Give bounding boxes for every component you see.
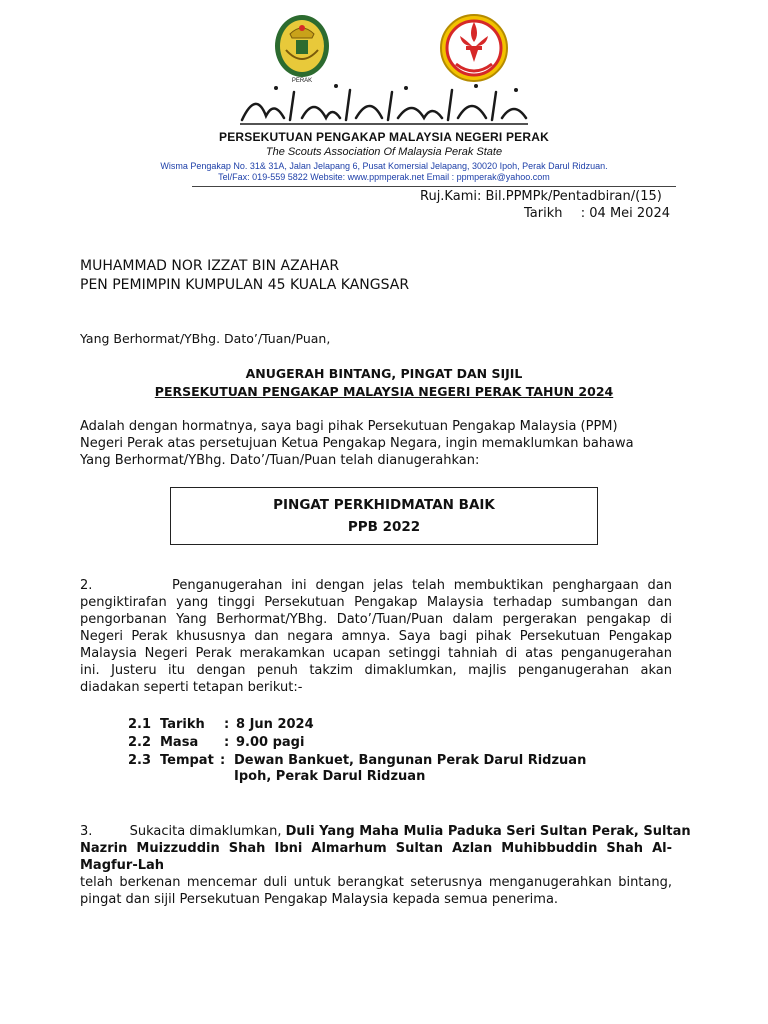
award-code: PPB 2022 (347, 519, 421, 535)
date-label: Tarikh (524, 206, 563, 221)
crest-label: PERAK (291, 78, 313, 84)
salutation: Yang Berhormat/YBhg. Dato’/Tuan/Puan, (80, 331, 331, 346)
event-item-label: Masa (160, 735, 199, 750)
award-box (170, 487, 598, 545)
reference-number: Ruj.Kami: Bil.PPMPk/Pentadbiran/(15) (420, 189, 662, 204)
perak-crest-logo (272, 12, 332, 84)
paragraph-3 (80, 823, 691, 908)
paragraph-2-line: Malaysia Negeri Perak merakamkan ucapan setinggi tahniah di atas penganugerahan (80, 646, 672, 661)
organization-address: Wisma Pengakap No. 31& 31A, Jalan Jelapang 6, Pusat Komersial Jelapang, 30020 Ipoh, Perak Darul Ridzuan. (160, 161, 608, 171)
paragraph-2-line: 2. Penganugerahan ini dengan jelas telah membuktikan penghargaan dan (80, 578, 672, 593)
event-item-colon: : (220, 753, 226, 768)
intro-line: Adalah dengan hormatnya, saya bagi pihak Persekutuan Pengakap Malaysia (PPM) (80, 419, 618, 434)
event-item-number: 2.1 (128, 717, 152, 732)
event-item-number: 2.3 (128, 753, 152, 768)
paragraph-2-line: Negeri Perak khususnya dan negara amnya. Saya bagi pihak Persekutuan Pengakap (80, 629, 672, 644)
intro-paragraph (80, 418, 672, 469)
paragraph-3-line-4: pingat dan sijil Persekutuan Pengakap Malaysia kepada semua penerima. (80, 892, 559, 907)
jawi-calligraphy (236, 80, 532, 128)
event-item-colon: : (224, 717, 230, 732)
event-item-label: Tarikh (160, 717, 205, 732)
paragraph-3-line-1 (80, 823, 691, 840)
subject-line-1: ANUGERAH BINTANG, PINGAT DAN SIJIL (245, 366, 523, 381)
recipient-name: MUHAMMAD NOR IZZAT BIN AZAHAR (80, 258, 340, 274)
header-divider (192, 186, 676, 187)
intro-line: Negeri Perak atas persetujuan Ketua Pengakap Negara, ingin memaklumkan bahawa (80, 436, 634, 451)
paragraph-3-line-3: telah berkenan mencemar duli untuk berangkat seterusnya menganugerahkan bintang, (80, 875, 672, 890)
paragraph-2 (80, 577, 672, 696)
organization-name-english: The Scouts Association Of Malaysia Perak State (265, 146, 503, 158)
intro-line: Yang Berhormat/YBhg. Dato’/Tuan/Puan telah dianugerahkan: (80, 453, 480, 468)
award-name: PINGAT PERKHIDMATAN BAIK (273, 497, 495, 513)
organization-name: PERSEKUTUAN PENGAKAP MALAYSIA NEGERI PERAK (218, 130, 549, 144)
event-item-colon: : (224, 735, 230, 750)
event-item-label: Tempat (160, 753, 214, 768)
letter-date (524, 206, 670, 221)
recipient-position: PEN PEMIMPIN KUMPULAN 45 KUALA KANGSAR (80, 277, 410, 293)
paragraph-2-line: pengiktirafan yang tinggi Persekutuan Pengakap Malaysia terhadap sumbangan dan (80, 595, 672, 610)
paragraph-3-lead: 3. Sukacita dimaklumkan, (80, 824, 286, 839)
paragraph-3-bold-1: Duli Yang Maha Mulia Paduka Seri Sultan Perak, Sultan (285, 824, 691, 839)
scout-emblem-logo (438, 8, 510, 88)
paragraph-3-bold-2: Nazrin Muizzuddin Shah Ibni Almarhum Sultan Azlan Muhibbuddin Shah Al-Magfur-Lah (80, 841, 672, 873)
event-item-value: Dewan Bankuet, Bangunan Perak Darul Ridzuan (234, 753, 587, 768)
paragraph-2-line: pengorbanan Yang Berhormat/YBhg. Dato’/Tuan/Puan dalam pergerakan pengakap di (80, 612, 672, 627)
date-value: : 04 Mei 2024 (580, 206, 670, 221)
event-item-number: 2.2 (128, 735, 152, 750)
subject-line-2: PERSEKUTUAN PENGAKAP MALAYSIA NEGERI PERAK TAHUN 2024 (154, 384, 614, 399)
event-item-value-line-2: Ipoh, Perak Darul Ridzuan (234, 769, 426, 784)
organization-contact: Tel/Fax: 019-559 5822 Website: www.ppmperak.net Email : ppmperak@yahoo.com (218, 172, 550, 182)
paragraph-2-line: diadakan seperti tetapan berikut:- (80, 680, 303, 695)
event-item-value: 9.00 pagi (236, 735, 305, 750)
jawi-calligraphy-art (236, 80, 532, 128)
event-item-value: 8 Jun 2024 (236, 717, 314, 732)
paragraph-2-line: ini. Justeru itu dengan penuh takzim dimaklumkan, majlis penganugerahan akan (80, 663, 672, 678)
